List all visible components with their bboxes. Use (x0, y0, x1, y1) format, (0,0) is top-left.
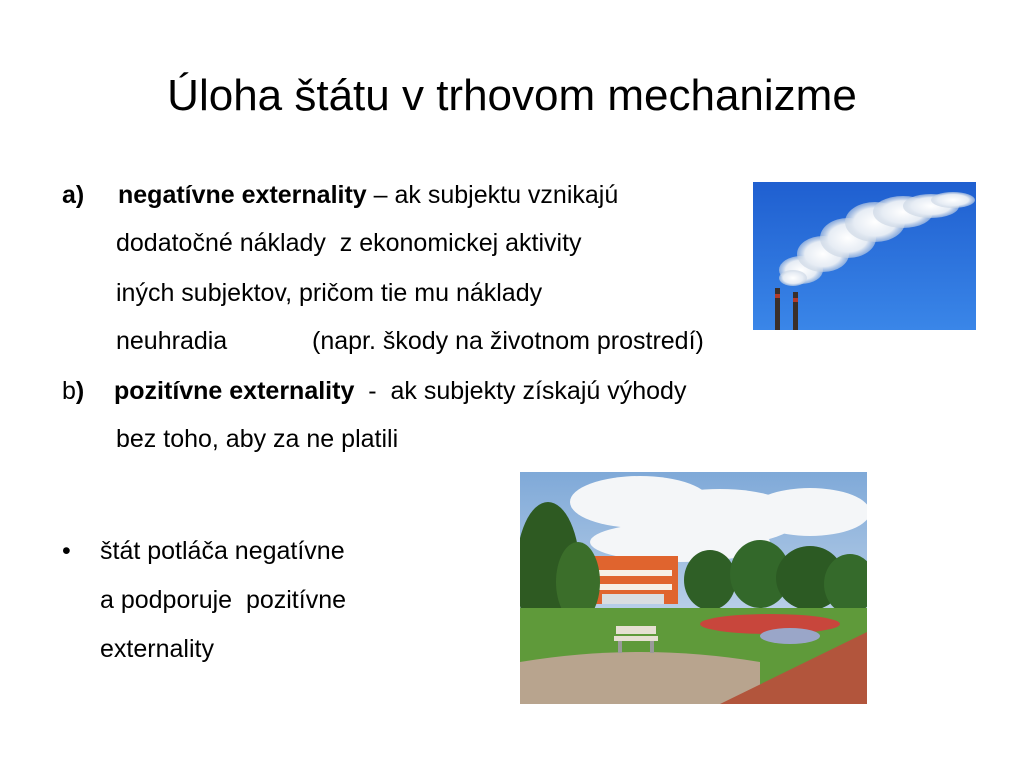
item-b-line-1 (62, 376, 84, 406)
item-b-line-2: bez toho, aby za ne platili (116, 425, 399, 453)
item-b-marker-letter: b (62, 377, 76, 405)
item-a-line-2: dodatočné náklady z ekonomickej aktivity (116, 229, 582, 257)
item-a-line-4-a: neuhradia (116, 327, 228, 355)
item-a-line-1-text (118, 180, 618, 210)
item-b-line-1-text (114, 376, 686, 406)
item-a-definition: – ak subjektu vznikajú (366, 181, 619, 209)
slide-title: Úloha štátu v trhovom mechanizme (167, 71, 857, 120)
item-a-line-4 (116, 326, 227, 356)
item-a-line-3: iných subjektov, pričom tie mu náklady (116, 279, 543, 307)
bullet-line-2: a podporuje pozitívne (100, 586, 347, 614)
item-a-term: negatívne externality (118, 181, 367, 209)
bullet-line-1: štát potláča negatívne (100, 537, 345, 565)
park-image (520, 472, 867, 704)
smokestack-image (753, 182, 976, 330)
item-a-example: (napr. škody na životnom prostredí) (312, 327, 704, 355)
item-b-marker-paren: ) (75, 377, 85, 405)
bullet-line-3: externality (100, 635, 214, 663)
factory-smoke-icon (753, 182, 976, 330)
item-b-definition: - ak subjekty získajú výhody (354, 377, 687, 405)
park-building-icon (520, 472, 867, 704)
item-a-line-1 (62, 180, 84, 210)
item-a-marker: a) (62, 181, 85, 209)
bullet-icon: • (62, 537, 71, 565)
item-b-term: pozitívne externality (114, 377, 355, 405)
